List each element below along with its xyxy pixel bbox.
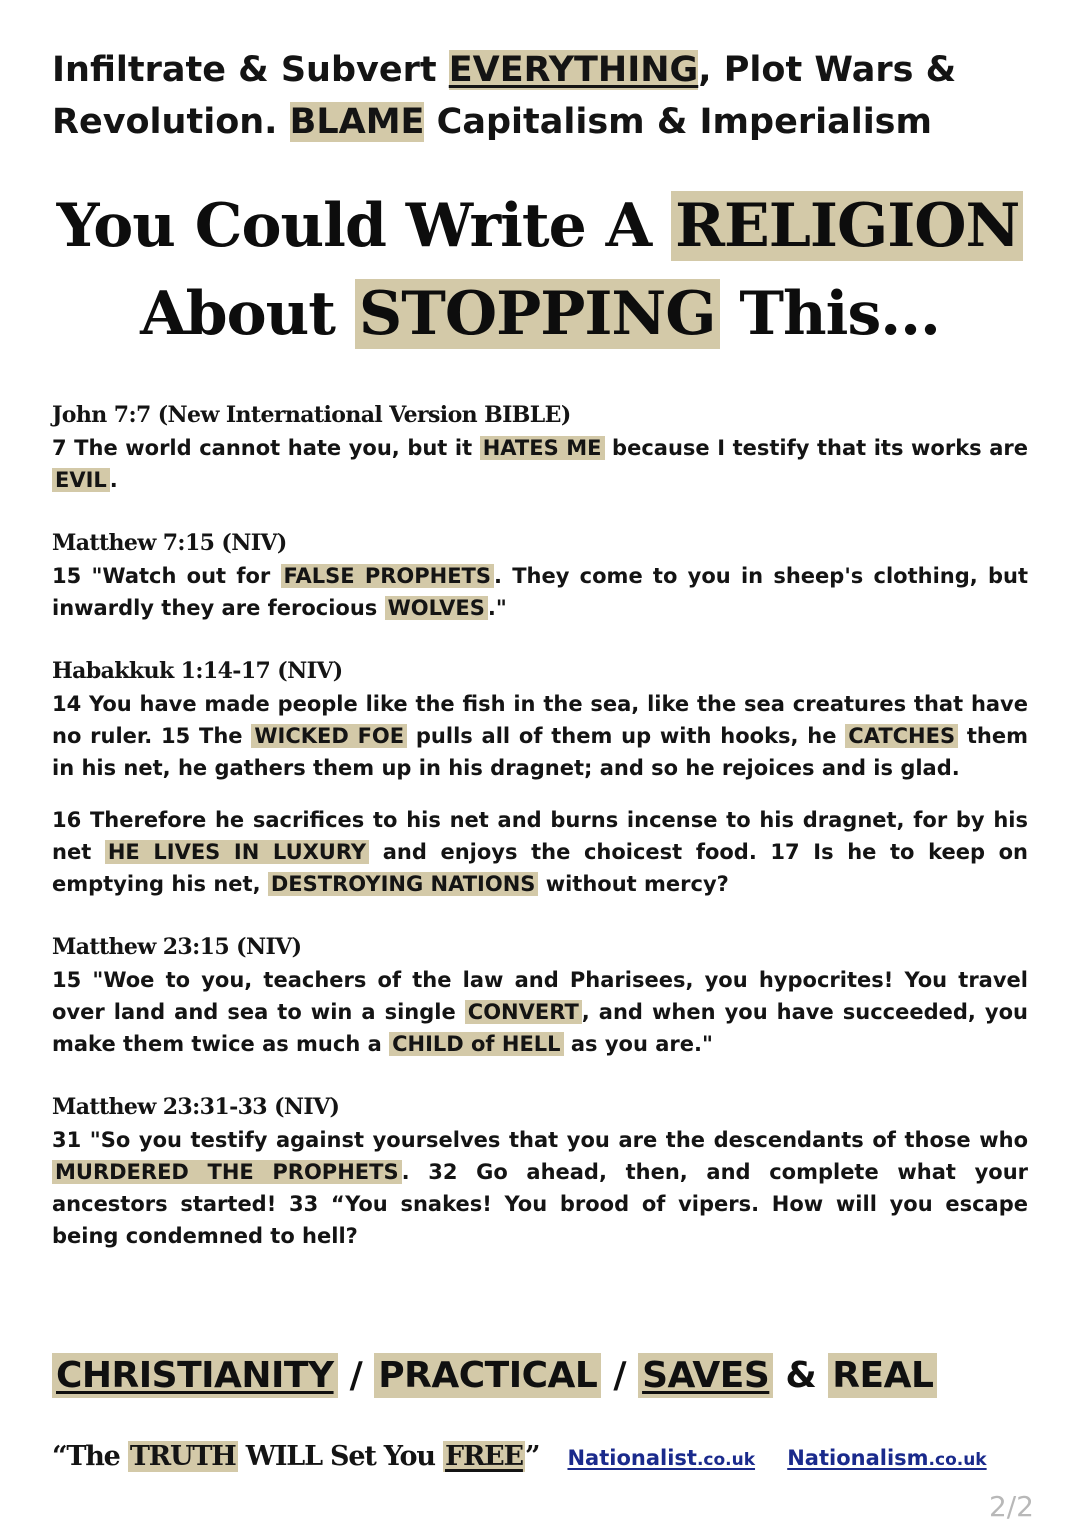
nationalist-link[interactable]: Nationalist.co.uk xyxy=(567,1446,756,1470)
footer xyxy=(52,1432,1032,1482)
headline xyxy=(52,44,1032,148)
highlight: CONVERT xyxy=(465,1000,582,1024)
highlight-everything: EVERYTHING xyxy=(448,50,699,90)
verse-habakkuk-1-14 xyxy=(52,654,1028,784)
slogan-separator: / xyxy=(601,1355,639,1396)
highlight-blame: BLAME xyxy=(289,102,425,142)
verse-reference: Matthew 23:31-33 (NIV) xyxy=(52,1094,340,1120)
verse-john-7-7 xyxy=(52,398,1028,496)
page-number: 2/2 xyxy=(988,1490,1034,1523)
verse-reference: Matthew 7:15 (NIV) xyxy=(52,530,287,556)
verse-reference: Matthew 23:15 (NIV) xyxy=(52,934,302,960)
headline-text: Capitalism & Imperialism xyxy=(424,102,932,142)
verse-reference: Habakkuk 1:14-17 (NIV) xyxy=(52,658,343,684)
verse-text: 15 "Woe to you, teachers of the law and Pharisees, you hypocrites! You travel over land and sea to win a single CONVERT , and when you have succeeded, you make them twice as much a CHILD of HELL as you are." xyxy=(52,968,1029,1056)
title-text: You Could Write A xyxy=(56,191,672,261)
headline-line-2 xyxy=(52,96,1032,148)
headline-text: Infiltrate & Subvert xyxy=(52,50,449,90)
verse-text: 14 You have made people like the fish in the sea, like the sea creatures that have no ruler. 15 The WICKED FOE pulls all of them up with hooks, he CATCHES them in his net, he gathers them up in his dragnet; and so he rejoices and is glad. xyxy=(52,692,1029,780)
highlight: HATES ME xyxy=(480,436,605,460)
highlight: HE LIVES IN LUXURY xyxy=(105,840,369,864)
slogan xyxy=(52,1346,1032,1406)
verse-text: 31 "So you testify against yourselves that you are the descendants of those who MURDERED THE PROPHETS . 32 Go ahead, then, and complete what your ancestors started! 33 “You snakes! You brood of vipers. How will you escape being condemned to hell? xyxy=(52,1128,1028,1248)
headline-line-1 xyxy=(52,44,1032,96)
title-text: This... xyxy=(719,279,940,349)
highlight: WICKED FOE xyxy=(251,724,407,748)
highlight-free: FREE xyxy=(444,1441,523,1472)
highlight: CATCHES xyxy=(845,724,958,748)
slogan-saves: SAVES xyxy=(638,1353,773,1398)
highlight: FALSE PROPHETS xyxy=(281,564,494,588)
headline-text: Revolution. xyxy=(52,102,290,142)
highlight: MURDERED THE PROPHETS xyxy=(52,1160,402,1184)
highlight-stopping: STOPPING xyxy=(355,279,720,349)
verse-reference: John 7:7 (New International Version BIBLE) xyxy=(52,402,571,428)
slogan-separator: / xyxy=(337,1355,375,1396)
title-line-2 xyxy=(0,270,1080,358)
highlight: CHILD of HELL xyxy=(389,1032,563,1056)
verse-text: 16 Therefore he sacrifices to his net and burns incense to his dragnet, for by his net HE LIVES IN LUXURY and enjoys the choicest food. 17 Is he to keep on emptying his net, DESTROYING NATIONS without mercy? xyxy=(52,808,1028,896)
verse-text: 15 "Watch out for FALSE PROPHETS . They come to you in sheep's clothing, but inwardly they are ferocious WOLVES ." xyxy=(52,564,1028,620)
highlight-truth: TRUTH xyxy=(129,1441,236,1472)
verse-matthew-23-15 xyxy=(52,930,1028,1060)
highlight-religion: RELIGION xyxy=(671,191,1023,261)
slogan-real: REAL xyxy=(828,1353,937,1398)
highlight: EVIL xyxy=(52,468,110,492)
slogan-separator: & xyxy=(773,1355,829,1396)
title-text: About xyxy=(140,279,355,349)
verse-matthew-7-15 xyxy=(52,526,1028,624)
verse-list xyxy=(52,398,1028,1282)
slogan-practical: PRACTICAL xyxy=(374,1353,601,1398)
title-line-1 xyxy=(0,182,1080,270)
verse-habakkuk-1-16 xyxy=(52,804,1028,900)
slogan-christianity: CHRISTIANITY xyxy=(52,1353,338,1398)
verse-matthew-23-31 xyxy=(52,1090,1028,1252)
verse-text: 7 The world cannot hate you, but it HATES ME because I testify that its works are EVIL . xyxy=(52,436,1028,492)
headline-text: , Plot Wars & xyxy=(698,50,957,90)
nationalism-link[interactable]: Nationalism.co.uk xyxy=(787,1446,987,1470)
footer-quote: “The TRUTH WILL Set You FREE” xyxy=(52,1441,540,1472)
highlight: WOLVES xyxy=(385,596,488,620)
page-title xyxy=(0,182,1080,358)
highlight: DESTROYING NATIONS xyxy=(268,872,539,896)
